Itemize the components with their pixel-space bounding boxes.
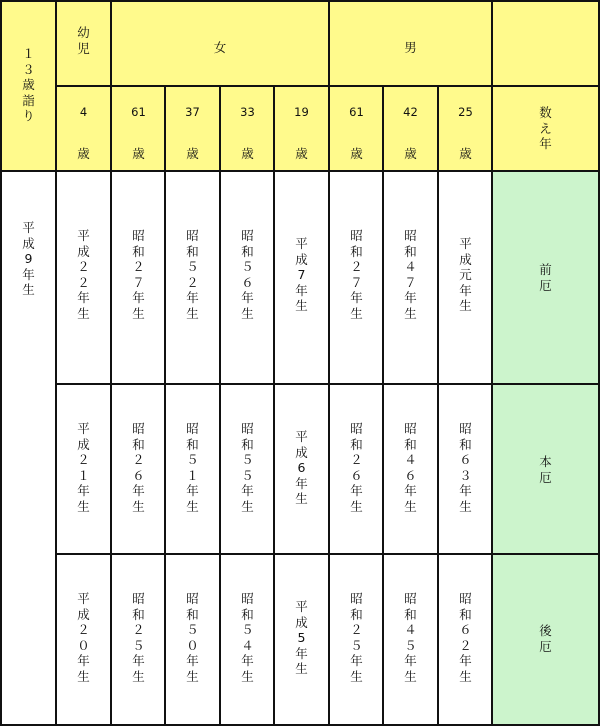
- birth-year-char: 年: [241, 653, 254, 669]
- age-number: 42: [403, 105, 418, 119]
- birth-year-char: 昭: [186, 421, 199, 436]
- age-header-cell: [57, 87, 110, 170]
- birth-year-char: 生: [241, 305, 254, 321]
- yaku-label-cell: [493, 172, 598, 383]
- age-unit: 歳: [404, 146, 417, 161]
- age-number: 25: [458, 105, 473, 119]
- birth-year-char: 年: [132, 653, 145, 669]
- birth-year-cell: [330, 555, 383, 724]
- birth-year-char: ２: [77, 259, 90, 275]
- birth-year-char: 和: [404, 243, 417, 259]
- birth-year-cell: [166, 385, 219, 553]
- birth-year-char: 成: [295, 444, 308, 460]
- birth-year-char: 年: [295, 645, 308, 661]
- birth-year-char: 平: [77, 228, 90, 243]
- age-header-cell: [439, 87, 492, 170]
- birth-year-cell: [439, 172, 492, 383]
- birth-year-char: 年: [77, 483, 90, 499]
- birth-year-char: ４: [241, 637, 254, 653]
- birth-year-char: 昭: [350, 228, 363, 243]
- yaku-char: 厄: [539, 469, 552, 485]
- birth-year-char: 昭: [132, 421, 145, 436]
- birth-year-char: ５: [404, 637, 417, 653]
- birth-year-cell: [221, 555, 274, 724]
- birth-year-char: 和: [459, 606, 472, 622]
- birth-year-char: ６: [350, 467, 363, 483]
- birth-year-char: ２: [459, 637, 472, 653]
- birth-year-char: 5: [297, 630, 306, 646]
- birth-year-cell: [384, 555, 437, 724]
- birth-year-char: ７: [132, 274, 145, 290]
- birth-year-char: ５: [241, 452, 254, 468]
- birth-year-char: 年: [459, 483, 472, 499]
- birth-year-char: 生: [77, 498, 90, 514]
- birth-year-char: 和: [350, 243, 363, 259]
- birth-year-char: ４: [404, 452, 417, 468]
- group-label: 女: [213, 40, 227, 55]
- birth-year-char: 和: [132, 243, 145, 259]
- birth-year-char: 生: [459, 298, 472, 314]
- birth-year-char: 生: [350, 668, 363, 684]
- birth-year-char: ４: [404, 622, 417, 638]
- birth-year-char: 年: [77, 290, 90, 306]
- birth-year-char: 和: [241, 243, 254, 259]
- age-unit: 歳: [132, 146, 145, 161]
- birth-year-char: 和: [186, 436, 199, 452]
- birth-year-char: 和: [241, 606, 254, 622]
- birth-year-char: 生: [186, 668, 199, 684]
- birth-year-char: 平: [295, 236, 308, 251]
- birth-year-char: ５: [132, 637, 145, 653]
- birth-year-char: ６: [459, 622, 472, 638]
- birth-year-char: ３: [459, 467, 472, 483]
- age-number: 33: [240, 105, 255, 119]
- birth-year-char: ６: [459, 452, 472, 468]
- birth-year-char: ７: [350, 274, 363, 290]
- birth-year-char: 年: [404, 483, 417, 499]
- kazoedoshi-header: [493, 87, 598, 170]
- birth-year-cell: [166, 555, 219, 724]
- birth-year-char: ５: [241, 622, 254, 638]
- birth-year-char: 年: [132, 290, 145, 306]
- birth-year-char: 昭: [404, 591, 417, 606]
- birth-year-char: 成: [295, 251, 308, 267]
- birth-year-char: 年: [186, 290, 199, 306]
- birth-year-cell: [221, 172, 274, 383]
- birth-year-char: ２: [132, 622, 145, 638]
- birth-year-char: 和: [350, 606, 363, 622]
- row-header-char: ３: [22, 61, 35, 77]
- birth-year-char: 成: [459, 251, 472, 267]
- birth-year-char: ６: [404, 467, 417, 483]
- birth-year-cell: [384, 385, 437, 553]
- birth-year-cell: [275, 172, 328, 383]
- birth-year-char: ７: [404, 274, 417, 290]
- birth-year-char: 生: [404, 498, 417, 514]
- birth-year-char: 6: [297, 460, 306, 476]
- group-label: 男: [404, 40, 417, 55]
- birth-year-cell: [439, 385, 492, 553]
- birth-year-char: 生: [350, 498, 363, 514]
- row-header-cell: [2, 2, 55, 170]
- birth-year-char: 昭: [350, 421, 363, 436]
- birth-year-char: 昭: [350, 591, 363, 606]
- birth-year-char: 年: [241, 290, 254, 306]
- birth-year-char: 和: [241, 436, 254, 452]
- birth-year-char: 生: [350, 305, 363, 321]
- birth-year-char: ６: [241, 274, 254, 290]
- birth-year-char: 9: [24, 251, 33, 267]
- birth-year-char: 成: [77, 243, 90, 259]
- birth-year-char: 昭: [404, 421, 417, 436]
- age-header-cell: [275, 87, 328, 170]
- age-header-cell: [112, 87, 165, 170]
- birth-year-char: ２: [77, 274, 90, 290]
- birth-year-char: ４: [404, 259, 417, 275]
- birth-year-char: 昭: [132, 591, 145, 606]
- birth-year-char: 昭: [459, 591, 472, 606]
- age-header-cell: [330, 87, 383, 170]
- age-header-cell: [221, 87, 274, 170]
- birth-year-cell: [384, 172, 437, 383]
- birth-year-char: 生: [241, 668, 254, 684]
- birth-year-char: ２: [77, 622, 90, 638]
- group-header-infant: [57, 2, 110, 85]
- birth-year-cell: [112, 385, 165, 553]
- birth-year-cell: [330, 385, 383, 553]
- birth-year-char: 生: [241, 498, 254, 514]
- birth-year-cell: [330, 172, 383, 383]
- birth-year-char: 昭: [241, 421, 254, 436]
- birth-year-cell: [439, 555, 492, 724]
- birth-year-char: ６: [132, 467, 145, 483]
- age-number: 61: [349, 105, 364, 119]
- birth-year-char: 年: [22, 266, 35, 282]
- birth-year-char: ５: [350, 637, 363, 653]
- birth-year-char: 年: [295, 475, 308, 491]
- birth-year-char: 平: [295, 599, 308, 614]
- age-unit: 歳: [350, 146, 363, 161]
- birth-year-char: ２: [77, 452, 90, 468]
- birth-year-13-cell: [2, 172, 55, 724]
- birth-year-char: 生: [459, 668, 472, 684]
- birth-year-char: 年: [186, 653, 199, 669]
- birth-year-char: 昭: [186, 591, 199, 606]
- birth-year-char: 生: [186, 305, 199, 321]
- group-label-char: 幼: [77, 25, 90, 40]
- birth-year-char: ２: [132, 259, 145, 275]
- birth-year-char: １: [186, 467, 199, 483]
- row-header-char: 歳: [22, 77, 35, 93]
- birth-year-char: １: [77, 467, 90, 483]
- age-number: 4: [79, 105, 88, 119]
- age-number: 19: [294, 105, 309, 119]
- birth-year-cell: [57, 555, 110, 724]
- birth-year-char: ２: [132, 452, 145, 468]
- birth-year-char: 生: [404, 305, 417, 321]
- birth-year-char: 年: [295, 282, 308, 298]
- birth-year-char: 生: [295, 298, 308, 314]
- birth-year-char: 生: [186, 498, 199, 514]
- birth-year-char: 昭: [132, 228, 145, 243]
- birth-year-char: 和: [132, 606, 145, 622]
- birth-year-char: 和: [186, 243, 199, 259]
- birth-year-char: 平: [459, 236, 472, 251]
- birth-year-char: 成: [22, 235, 35, 251]
- birth-year-char: 昭: [186, 228, 199, 243]
- birth-year-char: 年: [404, 653, 417, 669]
- birth-year-char: ５: [186, 622, 199, 638]
- birth-year-char: 生: [132, 668, 145, 684]
- birth-year-char: 生: [459, 498, 472, 514]
- birth-year-cell: [57, 172, 110, 383]
- group-header-female: [112, 2, 328, 85]
- age-header-cell: [384, 87, 437, 170]
- kazoe-char: 数: [539, 105, 552, 120]
- yaku-label-cell: [493, 385, 598, 553]
- group-header-male: [330, 2, 491, 85]
- birth-year-char: 和: [350, 436, 363, 452]
- age-number: 61: [131, 105, 146, 119]
- birth-year-char: ２: [350, 622, 363, 638]
- birth-year-char: 年: [77, 653, 90, 669]
- birth-year-char: 生: [404, 668, 417, 684]
- birth-year-char: 年: [350, 483, 363, 499]
- birth-year-char: 年: [132, 483, 145, 499]
- birth-year-cell: [112, 555, 165, 724]
- birth-year-char: ５: [186, 452, 199, 468]
- kazoe-char: え: [539, 120, 552, 136]
- row-header-char: １: [22, 46, 35, 61]
- yaku-char: 厄: [539, 638, 552, 654]
- birth-year-char: 生: [132, 305, 145, 321]
- birth-year-cell: [57, 385, 110, 553]
- birth-year-char: 昭: [241, 228, 254, 243]
- birth-year-char: 和: [404, 606, 417, 622]
- birth-year-char: 年: [241, 483, 254, 499]
- birth-year-char: ５: [241, 259, 254, 275]
- birth-year-char: 昭: [459, 421, 472, 436]
- birth-year-char: ０: [186, 637, 199, 653]
- birth-year-char: ２: [350, 259, 363, 275]
- birth-year-char: 生: [77, 668, 90, 684]
- birth-year-char: ２: [186, 274, 199, 290]
- birth-year-char: 生: [77, 305, 90, 321]
- birth-year-cell: [221, 385, 274, 553]
- kazoe-char: 年: [539, 136, 552, 152]
- yaku-char: 後: [539, 623, 552, 638]
- birth-year-char: 成: [77, 606, 90, 622]
- birth-year-char: 生: [295, 661, 308, 677]
- age-unit: 歳: [77, 146, 90, 161]
- row-header-char: り: [22, 108, 35, 124]
- birth-year-cell: [275, 555, 328, 724]
- birth-year-cell: [112, 172, 165, 383]
- birth-year-char: ２: [350, 452, 363, 468]
- age-unit: 歳: [295, 146, 308, 161]
- age-header-cell: [166, 87, 219, 170]
- birth-year-char: 生: [295, 491, 308, 507]
- birth-year-char: ０: [77, 637, 90, 653]
- yaku-char: 本: [539, 454, 552, 469]
- birth-year-char: 成: [77, 436, 90, 452]
- group-label-char: 児: [77, 40, 90, 56]
- birth-year-char: 年: [459, 282, 472, 298]
- birth-year-char: 平: [295, 429, 308, 444]
- age-unit: 歳: [241, 146, 254, 161]
- birth-year-char: 和: [132, 436, 145, 452]
- birth-year-char: 年: [350, 653, 363, 669]
- birth-year-char: 元: [459, 267, 472, 283]
- birth-year-char: 平: [77, 421, 90, 436]
- age-number: 37: [185, 105, 200, 119]
- birth-year-char: 年: [459, 653, 472, 669]
- row-header-char: 詣: [22, 92, 35, 108]
- birth-year-char: 昭: [404, 228, 417, 243]
- age-unit: 歳: [186, 146, 199, 161]
- birth-year-char: 和: [459, 436, 472, 452]
- birth-year-char: 年: [350, 290, 363, 306]
- birth-year-char: 7: [297, 267, 306, 283]
- yaku-label-cell: [493, 555, 598, 724]
- birth-year-char: 生: [22, 282, 35, 298]
- yaku-char: 厄: [539, 277, 552, 293]
- birth-year-char: 年: [186, 483, 199, 499]
- yaku-char: 前: [539, 262, 552, 277]
- birth-year-char: 平: [22, 220, 35, 235]
- birth-year-char: ５: [186, 259, 199, 275]
- birth-year-char: 生: [132, 498, 145, 514]
- birth-year-cell: [275, 385, 328, 553]
- age-unit: 歳: [459, 146, 472, 161]
- birth-year-char: ５: [241, 467, 254, 483]
- birth-year-char: 和: [186, 606, 199, 622]
- birth-year-char: 成: [295, 614, 308, 630]
- birth-year-char: 和: [404, 436, 417, 452]
- birth-year-char: 年: [404, 290, 417, 306]
- birth-year-cell: [166, 172, 219, 383]
- birth-year-char: 昭: [241, 591, 254, 606]
- birth-year-char: 平: [77, 591, 90, 606]
